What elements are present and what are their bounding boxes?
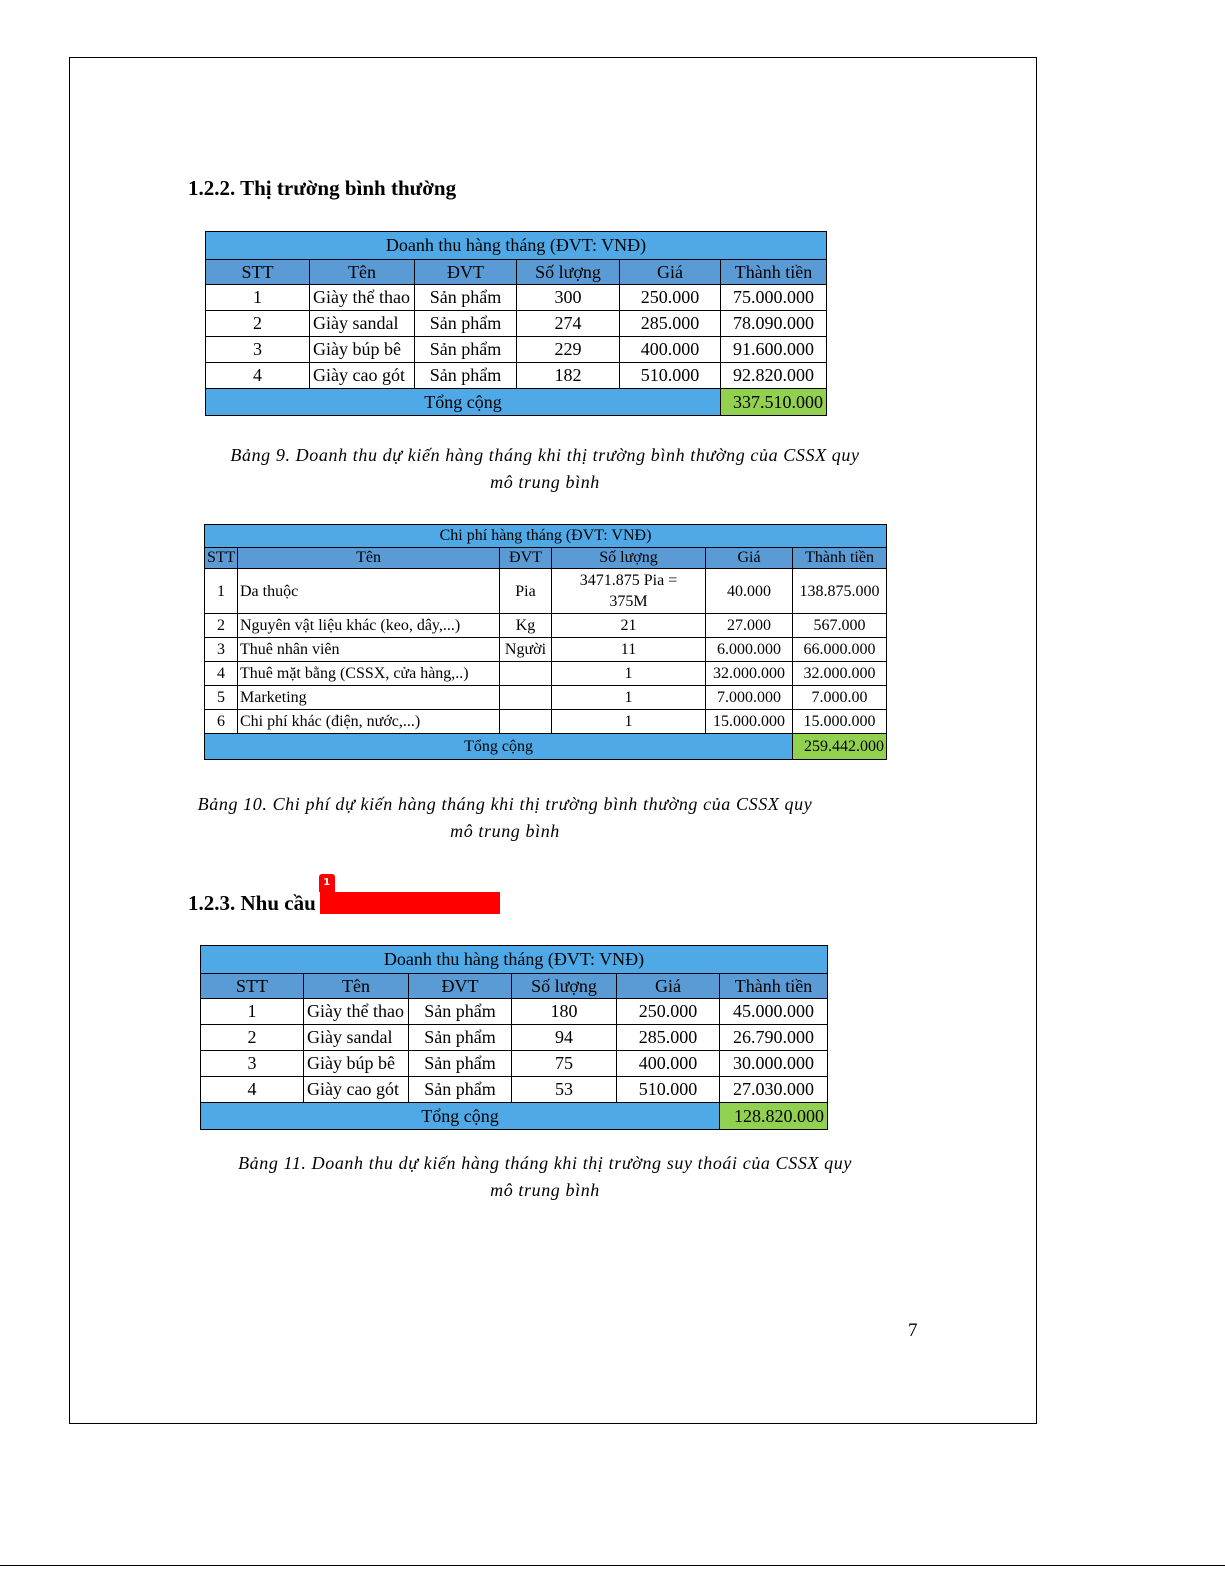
caption-line: mô trung bình <box>490 1180 600 1200</box>
table-row <box>206 363 827 389</box>
table-cell: 75 <box>512 1051 617 1077</box>
table-cell: 1 <box>552 686 706 710</box>
table-cell: Marketing <box>238 686 500 710</box>
table-cell: 3 <box>205 638 238 662</box>
table-row <box>206 311 827 337</box>
revenue-table-normal <box>205 231 827 416</box>
total-row <box>206 389 827 416</box>
column-header: Thành tiền <box>720 974 828 999</box>
table-row <box>201 1025 828 1051</box>
table-cell: Thuê nhân viên <box>238 638 500 662</box>
table-cell: 3 <box>201 1051 304 1077</box>
table-cell: Giày búp bê <box>310 337 415 363</box>
table-cell: 3 <box>206 337 310 363</box>
total-label: Tổng cộng <box>205 734 793 760</box>
table-cell: 75.000.000 <box>721 285 827 311</box>
column-header: Thành tiền <box>721 260 827 285</box>
caption-line: Bảng 9. Doanh thu dự kiến hàng tháng khi thị trường bình thường của CSSX quy <box>230 445 860 465</box>
table-cell: 4 <box>201 1077 304 1103</box>
annotation-marker[interactable]: 1 <box>319 874 335 892</box>
table-cell: 78.090.000 <box>721 311 827 337</box>
column-header: Thành tiền <box>793 548 887 569</box>
table-cell: 2 <box>201 1025 304 1051</box>
table-row <box>205 710 887 734</box>
table-caption-10 <box>160 791 930 845</box>
table-cell: 15.000.000 <box>706 710 793 734</box>
table-cell: 2 <box>205 614 238 638</box>
table-cell: 180 <box>512 999 617 1025</box>
table-cell: Sản phẩm <box>409 1051 512 1077</box>
table-cell: 32.000.000 <box>706 662 793 686</box>
revenue-table-recession <box>200 945 828 1130</box>
table-cell: Nguyên vật liệu khác (keo, dây,...) <box>238 614 500 638</box>
table-cell: 27.030.000 <box>720 1077 828 1103</box>
table-cell: 4 <box>205 662 238 686</box>
total-value: 337.510.000 <box>721 389 827 416</box>
column-header: ĐVT <box>409 974 512 999</box>
table-cell: 250.000 <box>617 999 720 1025</box>
table-caption-9 <box>160 442 930 496</box>
column-header: STT <box>205 548 238 569</box>
table-cell: Giày thể thao <box>304 999 409 1025</box>
table-cell: Thuê mặt bằng (CSSX, cửa hàng,..) <box>238 662 500 686</box>
table-cell: Người <box>500 638 552 662</box>
caption-line: mô trung bình <box>450 821 560 841</box>
column-header: Số lượng <box>552 548 706 569</box>
table-cell <box>500 662 552 686</box>
table-cell: 1 <box>552 710 706 734</box>
table-row <box>205 614 887 638</box>
table-cell: 40.000 <box>706 569 793 614</box>
table-cell: 274 <box>517 311 620 337</box>
table-cell: 45.000.000 <box>720 999 828 1025</box>
column-header: Giá <box>706 548 793 569</box>
table-cell: Sản phẩm <box>409 1077 512 1103</box>
table-row <box>206 337 827 363</box>
table-cell: 26.790.000 <box>720 1025 828 1051</box>
table-cell: 3471.875 Pia = 375M <box>552 569 706 614</box>
table-cell: 7.000.00 <box>793 686 887 710</box>
redaction-box <box>320 877 500 914</box>
table-cell: 6.000.000 <box>706 638 793 662</box>
table-cell: 94 <box>512 1025 617 1051</box>
table-cell: Chi phí khác (điện, nước,...) <box>238 710 500 734</box>
table-cell: Giày thể thao <box>310 285 415 311</box>
table-cell: 11 <box>552 638 706 662</box>
heading-text: 1.2.3. Nhu cầu <box>188 891 316 915</box>
table-row <box>201 1077 828 1103</box>
column-header: Số lượng <box>512 974 617 999</box>
table-cell: 400.000 <box>617 1051 720 1077</box>
section-heading-1-2-2: 1.2.2. Thị trường bình thường <box>188 176 457 200</box>
table-cell: 1 <box>201 999 304 1025</box>
table-cell: 510.000 <box>620 363 721 389</box>
table-row <box>205 638 887 662</box>
table-row <box>201 1051 828 1077</box>
table-cell: Sản phẩm <box>409 999 512 1025</box>
cost-table-normal <box>204 524 887 760</box>
table-cell: Sản phẩm <box>415 337 517 363</box>
section-heading-1-2-3 <box>188 877 500 916</box>
table-cell: 182 <box>517 363 620 389</box>
table-title: Doanh thu hàng tháng (ĐVT: VNĐ) <box>201 946 828 974</box>
column-header: Tên <box>310 260 415 285</box>
table-cell: 2 <box>206 311 310 337</box>
table-cell: 1 <box>206 285 310 311</box>
table-cell: 510.000 <box>617 1077 720 1103</box>
table-cell: 138.875.000 <box>793 569 887 614</box>
table-row <box>206 285 827 311</box>
table-cell: 285.000 <box>617 1025 720 1051</box>
table-cell: Sản phẩm <box>415 285 517 311</box>
table-cell: Giày sandal <box>304 1025 409 1051</box>
table-cell <box>500 686 552 710</box>
caption-line: Bảng 11. Doanh thu dự kiến hàng tháng khi thị trường suy thoái của CSSX quy <box>238 1153 852 1173</box>
table-cell: Da thuộc <box>238 569 500 614</box>
table-title: Chi phí hàng tháng (ĐVT: VNĐ) <box>205 525 887 548</box>
total-row <box>205 734 887 760</box>
table-cell: Sản phẩm <box>415 363 517 389</box>
total-row <box>201 1103 828 1130</box>
table-cell: 300 <box>517 285 620 311</box>
table-cell: 27.000 <box>706 614 793 638</box>
table-cell: 92.820.000 <box>721 363 827 389</box>
table-cell: 285.000 <box>620 311 721 337</box>
bottom-rule <box>0 1565 1225 1566</box>
table-row <box>205 662 887 686</box>
table-row <box>205 569 887 614</box>
column-header: ĐVT <box>415 260 517 285</box>
column-header: STT <box>206 260 310 285</box>
column-header: Giá <box>617 974 720 999</box>
table-row <box>205 686 887 710</box>
table-cell: Sản phẩm <box>409 1025 512 1051</box>
page-number: 7 <box>908 1320 918 1341</box>
table-cell: 1 <box>552 662 706 686</box>
table-cell: 7.000.000 <box>706 686 793 710</box>
table-cell: Giày búp bê <box>304 1051 409 1077</box>
table-cell: 400.000 <box>620 337 721 363</box>
table-cell: 229 <box>517 337 620 363</box>
table-cell <box>500 710 552 734</box>
table-cell: 567.000 <box>793 614 887 638</box>
table-cell: Giày cao gót <box>304 1077 409 1103</box>
table-cell: Sản phẩm <box>415 311 517 337</box>
table-cell: 21 <box>552 614 706 638</box>
table-cell: 6 <box>205 710 238 734</box>
table-cell: 4 <box>206 363 310 389</box>
table-cell: 5 <box>205 686 238 710</box>
table-cell: 32.000.000 <box>793 662 887 686</box>
column-header: STT <box>201 974 304 999</box>
total-value: 128.820.000 <box>720 1103 828 1130</box>
table-title: Doanh thu hàng tháng (ĐVT: VNĐ) <box>206 232 827 260</box>
column-header: ĐVT <box>500 548 552 569</box>
table-cell: 30.000.000 <box>720 1051 828 1077</box>
table-cell: 91.600.000 <box>721 337 827 363</box>
column-header: Tên <box>238 548 500 569</box>
table-cell: 53 <box>512 1077 617 1103</box>
table-cell: Giày cao gót <box>310 363 415 389</box>
caption-line: Bảng 10. Chi phí dự kiến hàng tháng khi thị trường bình thường của CSSX quy <box>197 794 813 814</box>
column-header: Giá <box>620 260 721 285</box>
total-value: 259.442.000 <box>793 734 887 760</box>
table-cell: 1 <box>205 569 238 614</box>
total-label: Tổng cộng <box>206 389 721 416</box>
column-header: Tên <box>304 974 409 999</box>
table-cell: Giày sandal <box>310 311 415 337</box>
table-cell: 250.000 <box>620 285 721 311</box>
table-cell: Kg <box>500 614 552 638</box>
caption-line: mô trung bình <box>490 472 600 492</box>
column-header: Số lượng <box>517 260 620 285</box>
total-label: Tổng cộng <box>201 1103 720 1130</box>
table-cell: 15.000.000 <box>793 710 887 734</box>
table-cell: 66.000.000 <box>793 638 887 662</box>
table-cell: Pia <box>500 569 552 614</box>
table-caption-11 <box>160 1150 930 1204</box>
table-row <box>201 999 828 1025</box>
